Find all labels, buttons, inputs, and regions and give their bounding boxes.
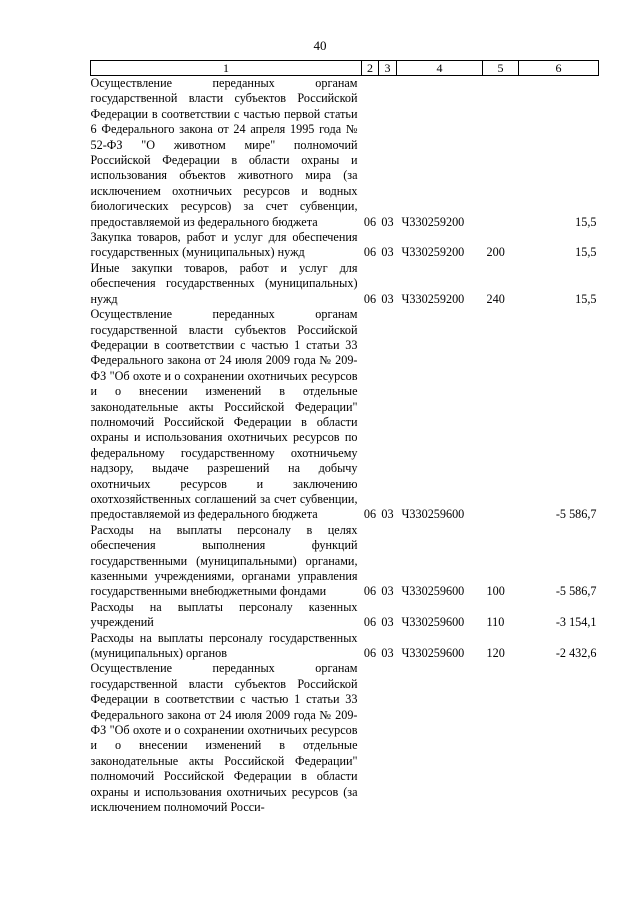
row-subsection: 03 — [381, 646, 394, 661]
row-amount: 15,5 — [575, 214, 597, 229]
row-expense-type: 240 — [486, 291, 505, 306]
row-description: Расходы на выплаты персоналу в целях обеспечения выполнения функций государственными (муниципальными) органами, казенными учреждениями, органами управления государственными внебюджетными фондами — [90, 522, 358, 599]
row-target-code: Ч330259600 — [401, 584, 465, 599]
row-section: 06 — [363, 615, 377, 630]
table-row — [91, 523, 599, 600]
row-description: Осуществление переданных органам государственной власти субъектов Российской Федерации в соответствии с частью 1 статьи 33 Федерального закона от 24 июля 2009 года № 209-ФЗ "Об охоте и о сохранении охотничьих ресурсов и о внесении изменений в отдельные законодательные акты Российской Федерации" полномочий Российской Федерации в области охраны и использования охотничьих ресурсов по федеральному государственному охотничьему надзору, выдаче разрешений на добычу охотничьих ресурсов и заключению охотхозяйственных соглашений за счет субвенции, предоставляемой из федерального бюджета — [90, 307, 358, 522]
table-header — [91, 61, 599, 76]
row-subsection: 03 — [381, 245, 394, 260]
row-description: Закупка товаров, работ и услуг для обеспечения государственных (муниципальных) нужд — [90, 230, 358, 260]
row-amount — [519, 661, 599, 815]
column-header-subsection: 3 — [379, 61, 397, 76]
row-target-code: Ч330259200 — [401, 245, 465, 260]
row-expense-type: 200 — [486, 245, 505, 260]
row-subsection: 03 — [381, 584, 394, 599]
row-target-code: Ч330259600 — [401, 646, 465, 661]
row-amount: 15,5 — [575, 291, 597, 306]
column-header-amount: 6 — [519, 61, 599, 76]
row-section: 06 — [363, 291, 377, 306]
row-description: Иные закупки товаров, работ и услуг для обеспечения государственных (муниципальных) нужд — [90, 260, 358, 306]
row-section: 06 — [363, 584, 377, 599]
row-expense-type — [483, 661, 519, 815]
row-subsection — [379, 661, 397, 815]
row-section: 06 — [363, 646, 377, 661]
row-section: 06 — [363, 214, 377, 229]
row-expense-type: 120 — [486, 646, 505, 661]
table-row — [91, 76, 599, 231]
table-row — [91, 600, 599, 631]
row-subsection: 03 — [381, 291, 394, 306]
row-description: Осуществление переданных органам государственной власти субъектов Российской Федерации в соответствии с частью первой статьи 6 Федерального закона от 24 апреля 1995 года № 52-ФЗ "О животном мире" полномочий Российской Федерации в области охраны и использования объектов животного мира (за исключением охотничьих ресурсов и водных биологических ресурсов) за счет субвенции, предоставляемой из федерального бюджета — [90, 76, 358, 229]
row-description: Осуществление переданных органам государственной власти субъектов Российской Федерации в соответствии с частью 1 статьи 33 Федерального закона от 24 июля 2009 года № 209-ФЗ "Об охоте и о сохранении охотничьих ресурсов и о внесении изменений в отдельные законодательные акты Российской Федерации" полномочий Российской Федерации в области охраны и использования охотничьих ресурсов (за исключением полномочий Росси- — [90, 661, 358, 815]
row-amount: 15,5 — [575, 245, 597, 260]
budget-table — [90, 60, 599, 816]
row-subsection: 03 — [381, 214, 394, 229]
row-amount: -3 154,1 — [555, 615, 597, 630]
table-row — [91, 230, 599, 261]
row-subsection: 03 — [381, 615, 394, 630]
column-header-description: 1 — [91, 61, 362, 76]
row-target-code: Ч330259200 — [401, 291, 465, 306]
row-target-code: Ч330259200 — [401, 214, 465, 229]
table-row — [91, 307, 599, 523]
row-amount: -5 586,7 — [555, 584, 597, 599]
column-header-target-code: 4 — [397, 61, 483, 76]
row-expense-type: 110 — [486, 615, 505, 630]
row-amount: -5 586,7 — [555, 507, 597, 522]
table-row — [91, 661, 599, 815]
row-expense-type: 100 — [486, 584, 505, 599]
row-section: 06 — [363, 507, 377, 522]
row-section: 06 — [363, 245, 377, 260]
column-header-expense-type: 5 — [483, 61, 519, 76]
row-target-code — [397, 661, 483, 815]
row-amount: -2 432,6 — [555, 646, 597, 661]
row-description: Расходы на выплаты персоналу казенных учреждений — [90, 599, 358, 630]
header-row — [91, 61, 599, 76]
column-header-section: 2 — [362, 61, 379, 76]
page-number: 40 — [313, 38, 327, 53]
row-section — [362, 661, 379, 815]
row-target-code: Ч330259600 — [401, 615, 465, 630]
table-row — [91, 631, 599, 662]
row-expense-type — [483, 307, 519, 523]
row-expense-type — [483, 76, 519, 231]
row-description: Расходы на выплаты персоналу государственных (муниципальных) органов — [90, 630, 358, 661]
table-row — [91, 261, 599, 307]
table-body — [91, 76, 599, 816]
row-target-code: Ч330259600 — [401, 507, 465, 522]
row-subsection: 03 — [381, 507, 394, 522]
